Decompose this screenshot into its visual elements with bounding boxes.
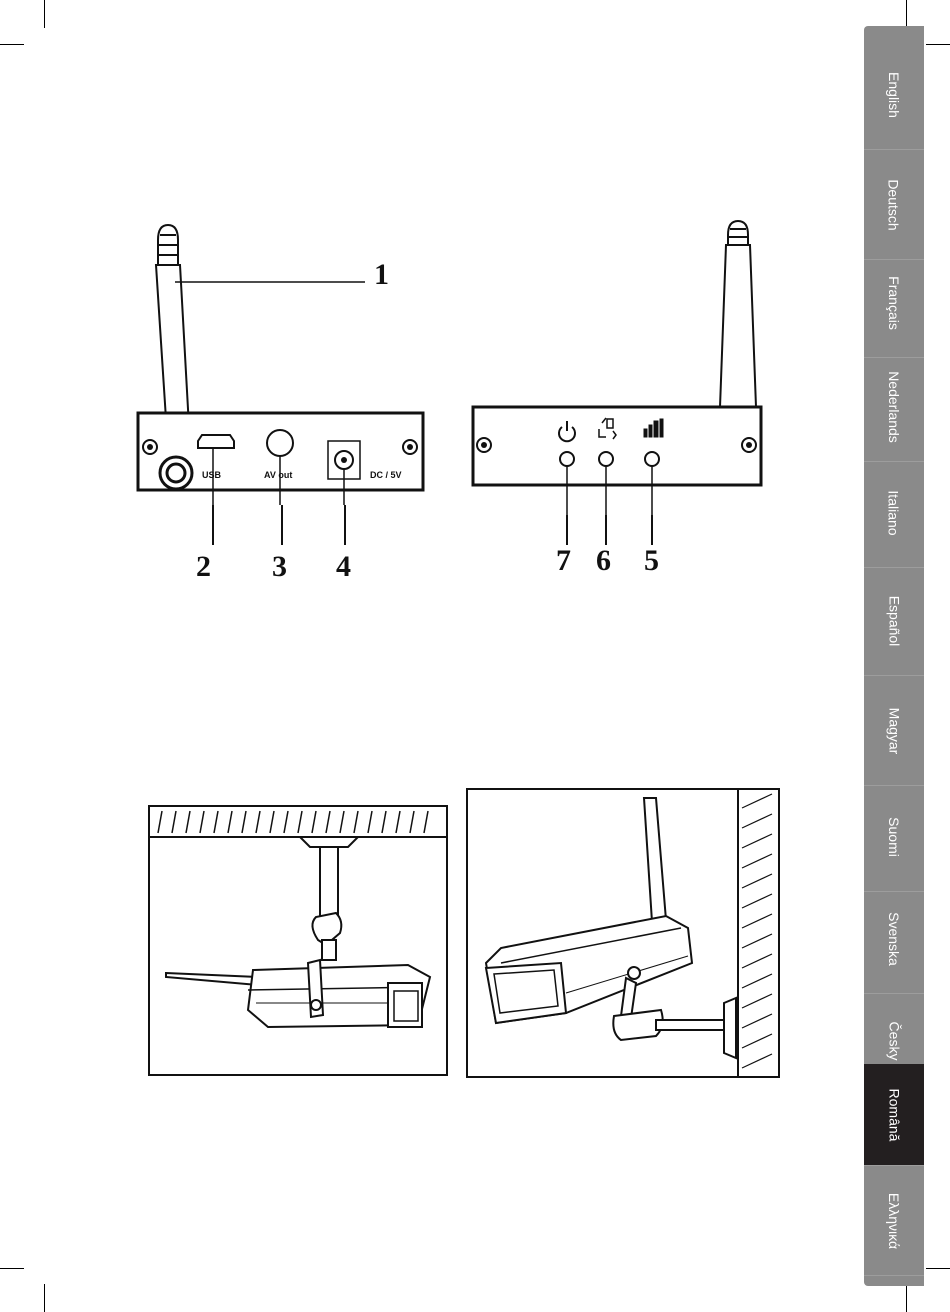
callout-4: 4 (336, 550, 351, 583)
tab-svenska[interactable] (864, 884, 924, 994)
crop-mark (0, 44, 24, 45)
tab-magyar[interactable] (864, 676, 924, 786)
tab-nederlands[interactable] (864, 352, 924, 462)
language-tabs (864, 26, 924, 1286)
callout-line (344, 505, 346, 545)
crop-mark (926, 44, 950, 45)
antenna-icon (720, 221, 756, 407)
callout-line (281, 505, 283, 545)
tab-deutsch[interactable] (864, 150, 924, 260)
tab-romana[interactable] (864, 1064, 924, 1166)
tab-greek[interactable] (864, 1166, 924, 1276)
tab-francais[interactable] (864, 248, 924, 358)
tab-label: English (885, 71, 902, 118)
crop-mark (926, 1268, 950, 1269)
callout-7: 7 (556, 544, 571, 577)
av-out-label: AV out (264, 470, 293, 480)
tab-label: Español (886, 595, 902, 646)
tab-label: Română (885, 1088, 902, 1141)
callout-line (605, 515, 607, 545)
tab-label: Nederlands (886, 370, 903, 443)
wall-mount-illustration (466, 788, 780, 1078)
callout-3: 3 (272, 550, 287, 583)
tab-italiano[interactable] (864, 458, 924, 568)
crop-mark (0, 1268, 24, 1269)
rear-panel-diagram (120, 215, 440, 505)
tab-label: Suomi (886, 816, 902, 857)
tab-espanol[interactable] (864, 566, 924, 676)
callout-5: 5 (644, 544, 659, 577)
tab-label: Italiano (886, 489, 902, 536)
tab-label: Magyar (886, 707, 902, 754)
tab-label: Deutsch (885, 178, 902, 231)
pair-led (599, 452, 613, 466)
power-led (560, 452, 574, 466)
tab-suomi[interactable] (864, 782, 924, 892)
callout-line (651, 515, 653, 545)
callout-line (566, 515, 568, 545)
tab-english[interactable] (864, 40, 924, 150)
callout-2: 2 (196, 550, 211, 583)
tab-label: Svenska (885, 911, 902, 966)
front-panel-diagram (466, 215, 776, 515)
callout-6: 6 (596, 544, 611, 577)
crop-mark (906, 1284, 907, 1312)
crop-mark (906, 0, 907, 28)
crop-mark (44, 0, 45, 28)
ceiling-mount-illustration (148, 805, 448, 1076)
callout-1: 1 (374, 258, 389, 291)
signal-led (645, 452, 659, 466)
tab-label: Česky (886, 1021, 902, 1060)
callout-line (212, 505, 214, 545)
tab-label: Français (886, 275, 902, 330)
dc-5v-label: DC / 5V (370, 470, 402, 480)
crop-mark (44, 1284, 45, 1312)
usb-label: USB (202, 470, 222, 480)
tab-label: Ελληνικά (885, 1192, 902, 1249)
